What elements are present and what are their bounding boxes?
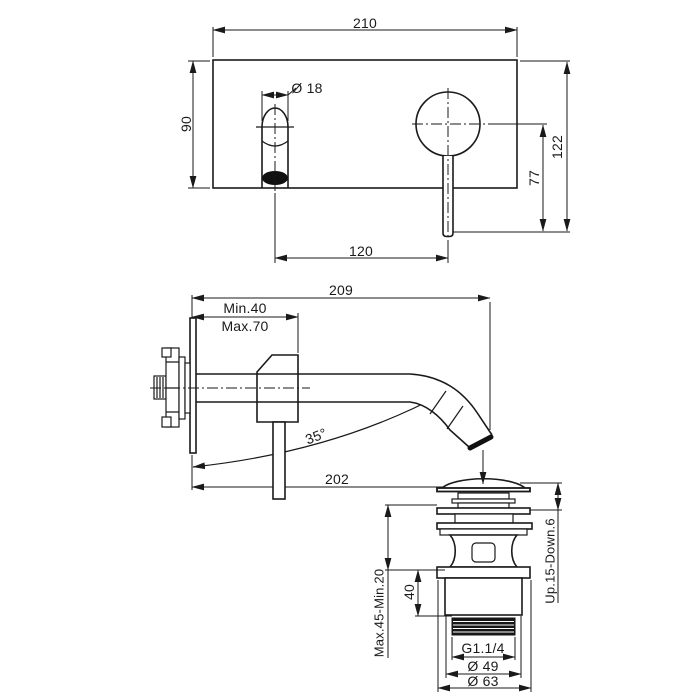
dim-label-max45-min20: Max.45-Min.20 [371, 568, 387, 658]
dim-label-min40: Min.40 [223, 300, 267, 316]
dim-label-max70: Max.70 [221, 318, 269, 334]
dim-label-spout-diameter: Ø 18 [291, 80, 323, 96]
drain-body [445, 578, 522, 615]
wall-plate-side [190, 318, 196, 453]
dim-label-209: 209 [329, 282, 353, 298]
dim-label-d63: Ø 63 [467, 673, 499, 689]
front-view [188, 27, 570, 263]
dim-label-d49: Ø 49 [467, 658, 499, 674]
dim-label-90: 90 [178, 116, 194, 132]
drain-flange-mid [437, 523, 532, 529]
dim-label-120: 120 [349, 243, 373, 259]
dim-label-40: 40 [401, 584, 417, 600]
dim-210 [213, 27, 517, 57]
handle-rod-side [273, 422, 285, 499]
drain-flange-lower [437, 567, 530, 578]
drain-flange-upper [437, 508, 530, 514]
drain-window [472, 543, 495, 562]
drain-dome-plate [437, 488, 530, 492]
dim-label-122: 122 [549, 135, 565, 159]
dim-label-up15-down6: Up.15-Down.6 [542, 518, 558, 604]
dim-label-g114: G1.1/4 [461, 640, 505, 656]
dim-label-35deg: 35° [302, 424, 330, 448]
dim-max45-min20 [385, 505, 445, 658]
dim-label-210: 210 [353, 15, 377, 31]
side-view [150, 295, 492, 499]
dim-label-77: 77 [526, 170, 542, 186]
drain-thread [452, 618, 515, 635]
dim-label-202: 202 [325, 471, 349, 487]
